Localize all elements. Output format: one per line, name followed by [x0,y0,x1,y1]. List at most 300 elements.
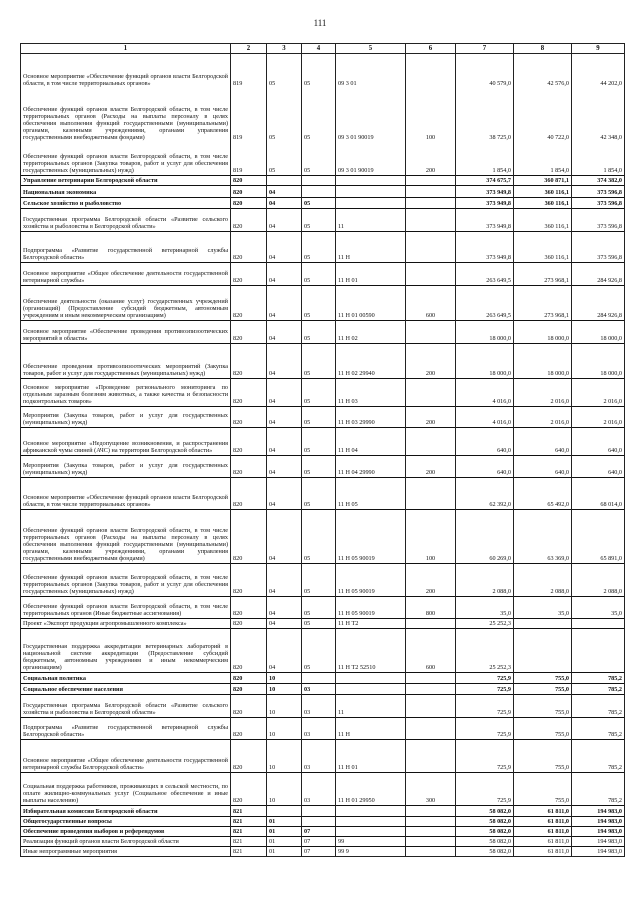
table-row [21,232,625,263]
expense-type-code [406,695,456,718]
subsection-code: 05 [302,597,336,619]
item-name: Обеспечение проведения выборов и референдумов [21,827,231,837]
table-row [21,344,625,379]
expense-type-code: 200 [406,142,456,176]
table-row [21,817,625,827]
subsection-code [302,817,336,827]
amount-year-2: 640,0 [514,456,572,478]
amount-year-1: 2 088,0 [456,564,514,597]
admin-code: 820 [231,478,267,510]
header-cell: 2 [231,44,267,54]
expense-type-code [406,263,456,286]
admin-code: 820 [231,773,267,806]
target-article-code: 11 Н 05 [336,478,406,510]
item-name: Мероприятия (Закупка товаров, работ и услуг для государственных (муниципальных) нужд) [21,456,231,478]
item-name: Государственная программа Белгородской области «Развитие сельского хозяйства и рыболовства в Белгородской области» [21,695,231,718]
amount-year-2: 18 000,0 [514,344,572,379]
subsection-code: 03 [302,718,336,740]
admin-code: 820 [231,232,267,263]
admin-code: 820 [231,176,267,186]
section-code: 10 [267,718,302,740]
amount-year-1: 4 016,0 [456,407,514,428]
table-row [21,806,625,817]
amount-year-2: 35,0 [514,597,572,619]
section-code: 05 [267,142,302,176]
amount-year-2: 2 016,0 [514,407,572,428]
admin-code: 820 [231,407,267,428]
item-name: Иные непрограммные мероприятия [21,847,231,857]
amount-year-3: 785,2 [572,684,625,695]
amount-year-3: 2 016,0 [572,379,625,407]
admin-code: 820 [231,186,267,198]
item-name: Управление ветеринарии Белгородской области [21,176,231,186]
amount-year-1: 640,0 [456,456,514,478]
item-name: Мероприятия (Закупка товаров, работ и услуг для государственных (муниципальных) нужд) [21,407,231,428]
amount-year-1: 725,9 [456,740,514,773]
section-code: 01 [267,817,302,827]
expense-type-code [406,186,456,198]
section-code: 04 [267,510,302,564]
subsection-code: 05 [302,198,336,209]
amount-year-2: 360 116,1 [514,232,572,263]
subsection-code: 05 [302,321,336,344]
admin-code: 821 [231,827,267,837]
subsection-code: 05 [302,407,336,428]
amount-year-2: 360 116,1 [514,186,572,198]
subsection-code [302,806,336,817]
amount-year-2: 360 871,1 [514,176,572,186]
expense-type-code [406,806,456,817]
section-code: 10 [267,673,302,684]
amount-year-3: 785,2 [572,695,625,718]
admin-code: 820 [231,597,267,619]
amount-year-2: 61 811,0 [514,806,572,817]
amount-year-1: 640,0 [456,428,514,456]
budget-table [20,43,625,857]
amount-year-1: 1 854,0 [456,142,514,176]
expense-type-code: 600 [406,629,456,673]
subsection-code: 07 [302,837,336,847]
expense-type-code [406,718,456,740]
section-code: 01 [267,847,302,857]
section-code: 10 [267,684,302,695]
amount-year-2: 18 000,0 [514,321,572,344]
expense-type-code [406,684,456,695]
table-row [21,286,625,321]
amount-year-2: 755,0 [514,684,572,695]
expense-type-code [406,176,456,186]
item-name: Избирательная комиссия Белгородской области [21,806,231,817]
target-article-code: 09 3 01 [336,54,406,88]
amount-year-1: 58 082,0 [456,817,514,827]
subsection-code [302,673,336,684]
amount-year-3: 785,2 [572,740,625,773]
admin-code: 820 [231,428,267,456]
amount-year-2 [514,629,572,673]
amount-year-3: 35,0 [572,597,625,619]
target-article-code: 11 [336,209,406,232]
target-article-code: 11 Н 05 90019 [336,564,406,597]
admin-code: 819 [231,142,267,176]
header-cell: 8 [514,44,572,54]
amount-year-1: 373 949,8 [456,186,514,198]
amount-year-2: 61 811,0 [514,827,572,837]
item-name: Подпрограмма «Развитие государственной ветеринарной службы Белгородской области» [21,718,231,740]
amount-year-2: 360 116,1 [514,209,572,232]
table-row [21,827,625,837]
expense-type-code: 800 [406,597,456,619]
admin-code: 820 [231,684,267,695]
expense-type-code: 200 [406,407,456,428]
amount-year-2: 2 016,0 [514,379,572,407]
admin-code: 821 [231,806,267,817]
target-article-code: 11 Н 05 90019 [336,597,406,619]
amount-year-2: 2 088,0 [514,564,572,597]
item-name: Обеспечение функций органов власти Белгородской области, в том числе территориальных органов (Расходы на выплаты персоналу в целях обеспечения выполнения функций государственными (муниципальными) органами, казенными учреждениями, органами управления государственными внебюджетными фондами) [21,88,231,142]
target-article-code [336,827,406,837]
section-code: 05 [267,54,302,88]
section-code: 01 [267,827,302,837]
section-code: 04 [267,428,302,456]
subsection-code: 05 [302,428,336,456]
expense-type-code: 300 [406,773,456,806]
amount-year-2: 640,0 [514,428,572,456]
expense-type-code [406,827,456,837]
subsection-code: 05 [302,54,336,88]
admin-code: 819 [231,54,267,88]
amount-year-3: 42 348,0 [572,88,625,142]
table-row [21,209,625,232]
amount-year-1: 35,0 [456,597,514,619]
expense-type-code [406,321,456,344]
amount-year-1: 62 392,0 [456,478,514,510]
item-name: Основное мероприятие «Проведение регионального мониторинга по отдельным заразным болезням животных, а также качества и безопасности подконтрольных товаров» [21,379,231,407]
target-article-code: 11 Н 02 [336,321,406,344]
section-code: 04 [267,321,302,344]
amount-year-3: 194 983,0 [572,806,625,817]
item-name: Социальная политика [21,673,231,684]
section-code: 04 [267,232,302,263]
table-row [21,684,625,695]
admin-code: 820 [231,321,267,344]
amount-year-2: 63 369,0 [514,510,572,564]
item-name: Обеспечение проведения противоэпизоотических мероприятий (Закупка товаров, работ и услуг для государственных (муниципальных) нужд) [21,344,231,379]
amount-year-2: 755,0 [514,773,572,806]
amount-year-1: 38 725,0 [456,88,514,142]
table-row [21,510,625,564]
table-body [21,54,625,857]
section-code: 04 [267,186,302,198]
expense-type-code: 200 [406,456,456,478]
expense-type-code: 200 [406,564,456,597]
table-row [21,695,625,718]
amount-year-3: 374 382,0 [572,176,625,186]
amount-year-3: 284 926,8 [572,263,625,286]
header-cell: 9 [572,44,625,54]
target-article-code: 11 Н 01 00590 [336,286,406,321]
amount-year-3: 785,2 [572,718,625,740]
amount-year-3: 373 596,8 [572,232,625,263]
header-cell: 7 [456,44,514,54]
amount-year-2: 40 722,0 [514,88,572,142]
expense-type-code [406,232,456,263]
subsection-code [302,186,336,198]
item-name: Проект «Экспорт продукции агропромышленного комплекса» [21,619,231,629]
section-code: 04 [267,198,302,209]
target-article-code: 11 [336,695,406,718]
target-article-code [336,806,406,817]
amount-year-1: 58 082,0 [456,837,514,847]
table-row [21,407,625,428]
table-row [21,88,625,142]
target-article-code [336,817,406,827]
target-article-code: 11 Н Т2 [336,619,406,629]
target-article-code: 11 Н 03 29990 [336,407,406,428]
item-name: Обеспечение функций органов власти Белгородской области, в том числе территориальных органов (Расходы на выплаты персоналу в целях обеспечения выполнения функций государственными (муниципальными) органами, казенными учреждениями, органами управления государственными внебюджетными фондами) [21,510,231,564]
section-code: 04 [267,478,302,510]
subsection-code: 03 [302,740,336,773]
subsection-code [302,176,336,186]
target-article-code: 11 Н 01 [336,263,406,286]
amount-year-1: 725,9 [456,684,514,695]
expense-type-code: 100 [406,510,456,564]
section-code: 04 [267,629,302,673]
item-name: Государственная поддержка аккредитации ветеринарных лабораторий в национальной системе аккредитации (Предоставление субсидий бюджетным, автономным учреждениям и иным некоммерческим организациям) [21,629,231,673]
subsection-code: 05 [302,88,336,142]
amount-year-3: 44 202,0 [572,54,625,88]
section-code: 04 [267,263,302,286]
admin-code: 820 [231,695,267,718]
section-code: 10 [267,695,302,718]
section-code: 04 [267,286,302,321]
subsection-code: 05 [302,344,336,379]
amount-year-1: 373 949,8 [456,232,514,263]
section-code: 04 [267,456,302,478]
item-name: Государственная программа Белгородской области «Развитие сельского хозяйства и рыболовства в Белгородской области» [21,209,231,232]
item-name: Общегосударственные вопросы [21,817,231,827]
section-code: 04 [267,209,302,232]
section-code: 05 [267,88,302,142]
admin-code: 820 [231,619,267,629]
subsection-code: 05 [302,379,336,407]
item-name: Подпрограмма «Развитие государственной ветеринарной службы Белгородской области» [21,232,231,263]
target-article-code [336,198,406,209]
table-row [21,837,625,847]
expense-type-code [406,198,456,209]
target-article-code [336,176,406,186]
section-code: 01 [267,837,302,847]
admin-code: 820 [231,344,267,379]
amount-year-2: 360 116,1 [514,198,572,209]
table-row [21,54,625,88]
amount-year-2 [514,619,572,629]
expense-type-code [406,379,456,407]
amount-year-3: 373 596,8 [572,209,625,232]
target-article-code: 11 Н [336,232,406,263]
expense-type-code: 100 [406,88,456,142]
admin-code: 821 [231,817,267,827]
admin-code: 820 [231,263,267,286]
target-article-code [336,186,406,198]
amount-year-2: 755,0 [514,695,572,718]
table-row [21,564,625,597]
amount-year-3: 373 596,8 [572,198,625,209]
amount-year-1: 374 675,7 [456,176,514,186]
item-name: Реализация функций органов власти Белгородской области [21,837,231,847]
admin-code: 820 [231,564,267,597]
subsection-code: 05 [302,263,336,286]
admin-code: 820 [231,209,267,232]
amount-year-3: 640,0 [572,456,625,478]
page-number: 111 [313,18,327,28]
admin-code: 820 [231,718,267,740]
amount-year-3: 194 983,0 [572,817,625,827]
item-name: Социальное обеспечение населения [21,684,231,695]
table-row [21,718,625,740]
target-article-code: 11 Н [336,718,406,740]
target-article-code: 09 3 01 90019 [336,88,406,142]
amount-year-1: 4 016,0 [456,379,514,407]
amount-year-1: 40 579,0 [456,54,514,88]
item-name: Обеспечение функций органов власти Белгородской области, в том числе территориальных органов (Иные бюджетные ассигнования) [21,597,231,619]
table-row [21,629,625,673]
subsection-code: 05 [302,286,336,321]
table-row [21,142,625,176]
section-code [267,176,302,186]
expense-type-code [406,847,456,857]
item-name: Основное мероприятие «Обеспечение функций органов власти Белгородской области, в том числе территориальных органов» [21,478,231,510]
amount-year-3: 194 983,0 [572,837,625,847]
item-name: Основное мероприятие «Общее обеспечение деятельности государственной ветеринарной службы» [21,263,231,286]
amount-year-1: 25 252,3 [456,629,514,673]
item-name: Основное мероприятие «Недопущение возникновения, и распространения африканской чумы свиней (АЧС) на территории Белгородской области» [21,428,231,456]
subsection-code: 07 [302,847,336,857]
table-row [21,740,625,773]
amount-year-2: 42 576,0 [514,54,572,88]
table-row [21,673,625,684]
admin-code: 820 [231,286,267,321]
target-article-code: 99 9 [336,847,406,857]
table-row [21,321,625,344]
admin-code: 820 [231,379,267,407]
amount-year-1: 725,9 [456,718,514,740]
header-row [21,44,625,54]
admin-code: 820 [231,629,267,673]
amount-year-1: 18 000,0 [456,321,514,344]
expense-type-code [406,428,456,456]
table-row [21,263,625,286]
table-row [21,198,625,209]
admin-code: 821 [231,847,267,857]
target-article-code: 11 Н 01 29950 [336,773,406,806]
admin-code: 820 [231,740,267,773]
amount-year-3: 194 983,0 [572,827,625,837]
amount-year-1: 725,9 [456,673,514,684]
item-name: Национальная экономика [21,186,231,198]
table-row [21,478,625,510]
section-code: 04 [267,564,302,597]
amount-year-2: 273 968,1 [514,263,572,286]
amount-year-1: 263 649,5 [456,286,514,321]
table-row [21,456,625,478]
subsection-code: 05 [302,456,336,478]
admin-code: 821 [231,837,267,847]
expense-type-code: 600 [406,286,456,321]
amount-year-1: 263 649,5 [456,263,514,286]
target-article-code: 11 Н Т2 52510 [336,629,406,673]
amount-year-3: 284 926,8 [572,286,625,321]
header-cell: 3 [267,44,302,54]
admin-code: 820 [231,456,267,478]
amount-year-2: 61 811,0 [514,837,572,847]
expense-type-code [406,740,456,773]
amount-year-3: 640,0 [572,428,625,456]
amount-year-1: 60 269,0 [456,510,514,564]
section-code: 04 [267,407,302,428]
target-article-code [336,673,406,684]
table-row [21,379,625,407]
amount-year-3 [572,629,625,673]
amount-year-3: 785,2 [572,773,625,806]
item-name: Обеспечение деятельности (оказание услуг) государственных учреждений (организаций) (Предоставление субсидий бюджетным, автономным учреждениям и иным некоммерческим организациям) [21,286,231,321]
subsection-code: 05 [302,478,336,510]
amount-year-1: 725,9 [456,773,514,806]
target-article-code: 11 Н 03 [336,379,406,407]
section-code: 10 [267,773,302,806]
item-name: Социальная поддержка работников, проживающих в сельской местности, по оплате жилищно-коммунальных услуг (Социальное обеспечение и иные выплаты населению) [21,773,231,806]
expense-type-code [406,837,456,847]
admin-code: 819 [231,88,267,142]
amount-year-3: 2 016,0 [572,407,625,428]
table-row [21,176,625,186]
admin-code: 820 [231,673,267,684]
section-code: 04 [267,344,302,379]
amount-year-2: 273 968,1 [514,286,572,321]
target-article-code: 11 Н 04 29990 [336,456,406,478]
table-row [21,597,625,619]
expense-type-code: 200 [406,344,456,379]
expense-type-code [406,817,456,827]
subsection-code: 03 [302,773,336,806]
expense-type-code [406,209,456,232]
admin-code: 820 [231,510,267,564]
admin-code: 820 [231,198,267,209]
header-cell: 5 [336,44,406,54]
target-article-code [336,684,406,695]
amount-year-3: 18 000,0 [572,321,625,344]
header-cell: 1 [21,44,231,54]
table-row [21,773,625,806]
section-code: 04 [267,597,302,619]
header-cell: 6 [406,44,456,54]
subsection-code: 05 [302,510,336,564]
amount-year-1: 373 949,8 [456,198,514,209]
header-cell: 4 [302,44,336,54]
subsection-code: 05 [302,564,336,597]
section-code [267,806,302,817]
target-article-code: 99 [336,837,406,847]
amount-year-1: 58 082,0 [456,847,514,857]
subsection-code: 07 [302,827,336,837]
expense-type-code [406,54,456,88]
section-code: 04 [267,379,302,407]
target-article-code: 11 Н 02 29940 [336,344,406,379]
amount-year-2: 61 811,0 [514,817,572,827]
subsection-code: 05 [302,619,336,629]
expense-type-code [406,478,456,510]
amount-year-1: 25 252,3 [456,619,514,629]
subsection-code: 05 [302,629,336,673]
